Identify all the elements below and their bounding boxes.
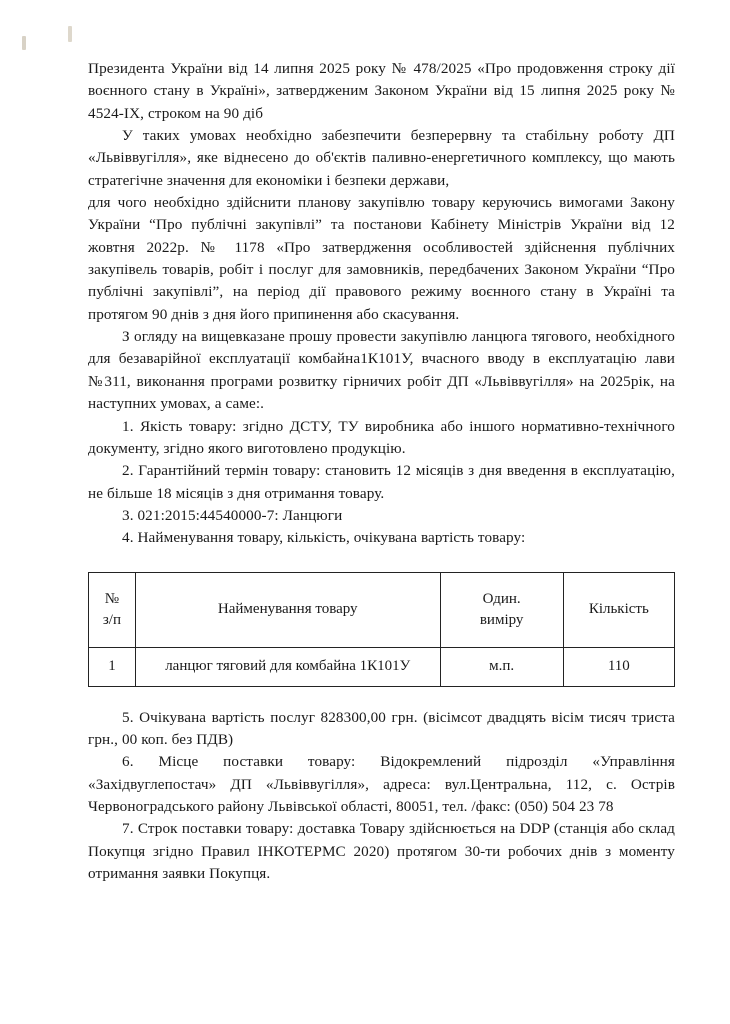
header-unit-line2: виміру <box>479 611 524 628</box>
paragraph-4: З огляду на вищевказане прошу провести закупівлю ланцюга тягового, необхідного для безаварійної експлуатації комбайна1К101У, вчасного вводу в експлуатацію лави №311, виконання програми розвитку гірничих робіт ДП «Львіввугілля» на 2025рік, на наступних умовах, а саме:. <box>88 328 675 413</box>
paragraph-warranty: 2. Гарантійний термін товару: становить 12 місяців з дня введення в експлуатацію, не більше 18 місяців з дня отримання товару. <box>88 462 675 502</box>
margin-mark-top <box>68 26 72 42</box>
header-number <box>89 572 136 647</box>
cell-quantity: 110 <box>563 647 674 686</box>
header-unit-line1: Один. <box>482 591 521 608</box>
paragraph-delivery-term: 7. Строк поставки товару: доставка Товару здійснюється на DDP (станція або склад Покупця згідно Правил ІНКОТЕРМС 2020) протягом 30-ти робочих днів з моменту отримання заявки Покупця. <box>88 820 675 882</box>
paragraph-delivery-place: 6. Місце поставки товару: Відокремлений підрозділ «Управління «Західвуглепостач» ДП «Львіввугілля», адреса: вул.Центральна, 112, с. Острів Червоноградського району Львівської області, 80051, тел. /факс: (050) 504 23 78 <box>88 753 675 815</box>
paragraph-cpv-code: 3. 021:2015:44540000-7: Ланцюги <box>122 506 343 524</box>
table-header-row <box>89 572 675 647</box>
goods-table <box>88 572 675 687</box>
header-quantity: Кількість <box>563 572 674 647</box>
header-number-line1: № <box>104 591 120 608</box>
header-name: Найменування товару <box>135 572 440 647</box>
document-body <box>88 58 675 885</box>
paragraph-expected-cost: 5. Очікувана вартість послуг 828300,00 грн. (вісімсот двадцять вісім тисяч триста грн., 00 коп. без ПДВ) <box>88 708 675 748</box>
paragraph-1: Президента України від 14 липня 2025 року № 478/2025 «Про продовження строку дії воєнного стану в Україні», затвердженим Законом України від 15 липня 2025 року № 4524-IX, строком на 90 діб <box>88 60 675 122</box>
cell-number: 1 <box>89 647 136 686</box>
goods-table-head <box>89 572 675 647</box>
margin-mark-left <box>22 36 26 50</box>
document-body-after-table <box>88 707 675 886</box>
paragraph-2: У таких умовах необхідно забезпечити безперервну та стабільну роботу ДП «Львіввугілля», яке віднесено до об'єктів паливно-енергетичного комплексу, що мають стратегічне значення для економіки і безпеки держави, <box>88 127 675 189</box>
header-unit <box>440 572 563 647</box>
cell-unit: м.п. <box>440 647 563 686</box>
paragraph-goods-intro: 4. Найменування товару, кількість, очікувана вартість товару: <box>122 529 526 547</box>
table-row <box>89 647 675 686</box>
paragraph-quality: 1. Якість товару: згідно ДСТУ, ТУ виробника або іншого нормативно-технічного документу, згідно якого виготовлено продукцію. <box>88 417 675 457</box>
paragraph-3: для чого необхідно здійснити планову закупівлю товару керуючись вимогами Закону України “Про публічні закупівлі” та постанови Кабінету Міністрів України від 12 жовтня 2022р. № 1178 «Про затвердження особливостей здійснення публічних закупівель товарів, робіт і послуг для замовників, передбачених Законом України “Про публічні закупівлі”, на період дії правового режиму воєнного стану в Україні та протягом 90 днів з дня його припинення або скасування. <box>88 194 675 323</box>
header-number-line2: з/п <box>102 611 121 628</box>
cell-name: ланцюг тяговий для комбайна 1К101У <box>135 647 440 686</box>
goods-table-body <box>89 647 675 686</box>
